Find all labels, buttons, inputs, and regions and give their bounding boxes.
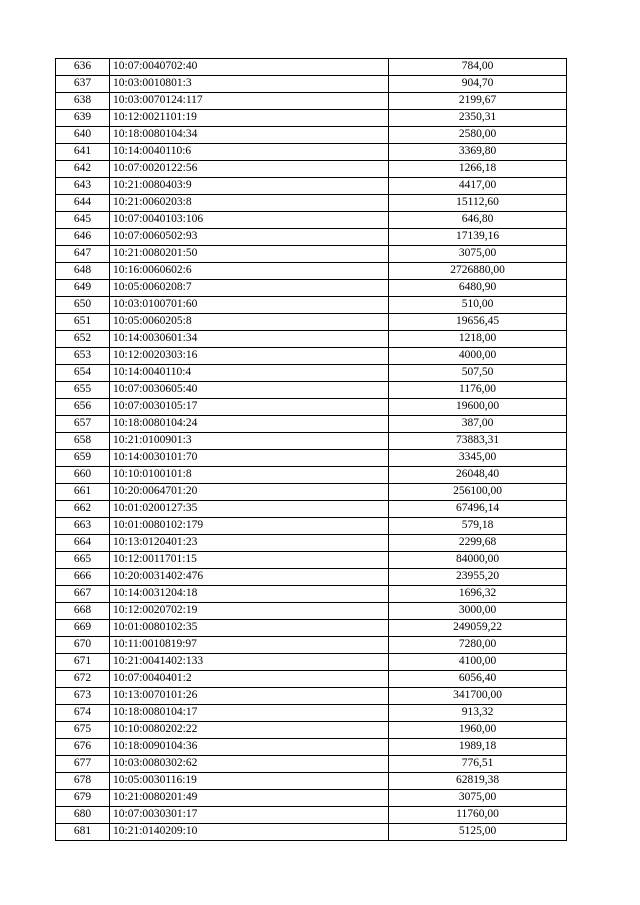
table-row <box>56 773 567 790</box>
value-cell: 904,70 <box>389 76 567 93</box>
row-number-cell: 678 <box>56 773 110 790</box>
table-row <box>56 399 567 416</box>
value-cell: 2199,67 <box>389 93 567 110</box>
cadastral-number-cell: 10:21:0080201:49 <box>110 790 389 807</box>
table-row <box>56 93 567 110</box>
cadastral-number-cell: 10:10:0100101:8 <box>110 467 389 484</box>
row-number-cell: 652 <box>56 331 110 348</box>
value-cell: 1989,18 <box>389 739 567 756</box>
value-cell: 646,80 <box>389 212 567 229</box>
value-cell: 913,32 <box>389 705 567 722</box>
table-row <box>56 620 567 637</box>
row-number-cell: 650 <box>56 297 110 314</box>
row-number-cell: 644 <box>56 195 110 212</box>
table-row <box>56 450 567 467</box>
value-cell: 2299,68 <box>389 535 567 552</box>
table-row <box>56 603 567 620</box>
row-number-cell: 672 <box>56 671 110 688</box>
row-number-cell: 653 <box>56 348 110 365</box>
value-cell: 2580,00 <box>389 127 567 144</box>
row-number-cell: 680 <box>56 807 110 824</box>
row-number-cell: 681 <box>56 824 110 841</box>
cadastral-number-cell: 10:03:0070124:117 <box>110 93 389 110</box>
value-cell: 1960,00 <box>389 722 567 739</box>
row-number-cell: 666 <box>56 569 110 586</box>
row-number-cell: 658 <box>56 433 110 450</box>
cadastral-number-cell: 10:11:0010819:97 <box>110 637 389 654</box>
value-cell: 784,00 <box>389 59 567 76</box>
value-cell: 4417,00 <box>389 178 567 195</box>
row-number-cell: 664 <box>56 535 110 552</box>
cadastral-number-cell: 10:13:0120401:23 <box>110 535 389 552</box>
value-cell: 249059,22 <box>389 620 567 637</box>
cadastral-number-cell: 10:20:0031402:476 <box>110 569 389 586</box>
cadastral-number-cell: 10:07:0030301:17 <box>110 807 389 824</box>
table-row <box>56 637 567 654</box>
value-cell: 1176,00 <box>389 382 567 399</box>
table-row <box>56 484 567 501</box>
row-number-cell: 662 <box>56 501 110 518</box>
row-number-cell: 641 <box>56 144 110 161</box>
row-number-cell: 649 <box>56 280 110 297</box>
table-row <box>56 110 567 127</box>
row-number-cell: 643 <box>56 178 110 195</box>
table-row <box>56 739 567 756</box>
row-number-cell: 676 <box>56 739 110 756</box>
row-number-cell: 648 <box>56 263 110 280</box>
table-row <box>56 195 567 212</box>
value-cell: 387,00 <box>389 416 567 433</box>
value-cell: 19656,45 <box>389 314 567 331</box>
value-cell: 5125,00 <box>389 824 567 841</box>
cadastral-number-cell: 10:18:0080104:17 <box>110 705 389 722</box>
table-row <box>56 722 567 739</box>
cadastral-number-cell: 10:07:0040702:40 <box>110 59 389 76</box>
value-cell: 3000,00 <box>389 603 567 620</box>
table-row <box>56 501 567 518</box>
table-row <box>56 654 567 671</box>
table-row <box>56 59 567 76</box>
value-cell: 2726880,00 <box>389 263 567 280</box>
row-number-cell: 646 <box>56 229 110 246</box>
row-number-cell: 639 <box>56 110 110 127</box>
cadastral-number-cell: 10:21:0060203:8 <box>110 195 389 212</box>
value-cell: 6480,90 <box>389 280 567 297</box>
row-number-cell: 642 <box>56 161 110 178</box>
value-cell: 67496,14 <box>389 501 567 518</box>
cadastral-number-cell: 10:20:0064701:20 <box>110 484 389 501</box>
table-row <box>56 807 567 824</box>
cadastral-number-cell: 10:03:0010801:3 <box>110 76 389 93</box>
table-row <box>56 467 567 484</box>
value-cell: 3345,00 <box>389 450 567 467</box>
cadastral-number-cell: 10:14:0030601:34 <box>110 331 389 348</box>
cadastral-number-cell: 10:01:0080102:179 <box>110 518 389 535</box>
value-cell: 17139,16 <box>389 229 567 246</box>
table-row <box>56 756 567 773</box>
value-cell: 2350,31 <box>389 110 567 127</box>
cadastral-number-cell: 10:07:0020122:56 <box>110 161 389 178</box>
row-number-cell: 668 <box>56 603 110 620</box>
cadastral-number-cell: 10:12:0021101:19 <box>110 110 389 127</box>
row-number-cell: 656 <box>56 399 110 416</box>
table-row <box>56 246 567 263</box>
cadastral-number-cell: 10:18:0080104:24 <box>110 416 389 433</box>
cadastral-number-cell: 10:07:0040401:2 <box>110 671 389 688</box>
row-number-cell: 665 <box>56 552 110 569</box>
value-cell: 84000,00 <box>389 552 567 569</box>
table-row <box>56 212 567 229</box>
cadastral-number-cell: 10:21:0080201:50 <box>110 246 389 263</box>
cadastral-number-cell: 10:13:0070101:26 <box>110 688 389 705</box>
value-cell: 776,51 <box>389 756 567 773</box>
table-row <box>56 127 567 144</box>
cadastral-number-cell: 10:05:0060205:8 <box>110 314 389 331</box>
table-row <box>56 688 567 705</box>
cadastral-number-cell: 10:14:0040110:6 <box>110 144 389 161</box>
cadastral-number-cell: 10:18:0080104:34 <box>110 127 389 144</box>
table-row <box>56 552 567 569</box>
value-cell: 62819,38 <box>389 773 567 790</box>
cadastral-number-cell: 10:16:0060602:6 <box>110 263 389 280</box>
row-number-cell: 661 <box>56 484 110 501</box>
row-number-cell: 679 <box>56 790 110 807</box>
cadastral-number-cell: 10:03:0100701:60 <box>110 297 389 314</box>
table-row <box>56 297 567 314</box>
table-row <box>56 671 567 688</box>
value-cell: 26048,40 <box>389 467 567 484</box>
table-row <box>56 416 567 433</box>
row-number-cell: 669 <box>56 620 110 637</box>
value-cell: 256100,00 <box>389 484 567 501</box>
table-row <box>56 280 567 297</box>
value-cell: 3075,00 <box>389 790 567 807</box>
cadastral-number-cell: 10:18:0090104:36 <box>110 739 389 756</box>
cadastral-number-cell: 10:14:0030101:70 <box>110 450 389 467</box>
table-row <box>56 263 567 280</box>
value-cell: 15112,60 <box>389 195 567 212</box>
value-cell: 579,18 <box>389 518 567 535</box>
value-cell: 73883,31 <box>389 433 567 450</box>
value-cell: 4100,00 <box>389 654 567 671</box>
row-number-cell: 651 <box>56 314 110 331</box>
table-row <box>56 229 567 246</box>
table-row <box>56 535 567 552</box>
value-cell: 4000,00 <box>389 348 567 365</box>
table-row <box>56 382 567 399</box>
table-row <box>56 178 567 195</box>
table-row <box>56 569 567 586</box>
row-number-cell: 659 <box>56 450 110 467</box>
cadastral-number-cell: 10:12:0020303:16 <box>110 348 389 365</box>
table-row <box>56 314 567 331</box>
table-row <box>56 331 567 348</box>
value-cell: 3075,00 <box>389 246 567 263</box>
value-cell: 23955,20 <box>389 569 567 586</box>
value-cell: 1696,32 <box>389 586 567 603</box>
cadastral-number-cell: 10:05:0060208:7 <box>110 280 389 297</box>
row-number-cell: 637 <box>56 76 110 93</box>
cadastral-number-cell: 10:10:0080202:22 <box>110 722 389 739</box>
table-row <box>56 348 567 365</box>
row-number-cell: 636 <box>56 59 110 76</box>
cadastral-number-cell: 10:01:0200127:35 <box>110 501 389 518</box>
cadastral-value-table <box>55 58 567 841</box>
row-number-cell: 663 <box>56 518 110 535</box>
row-number-cell: 645 <box>56 212 110 229</box>
cadastral-number-cell: 10:03:0080302:62 <box>110 756 389 773</box>
value-cell: 507,50 <box>389 365 567 382</box>
table-row <box>56 790 567 807</box>
cadastral-number-cell: 10:12:0020702:19 <box>110 603 389 620</box>
value-cell: 1266,18 <box>389 161 567 178</box>
row-number-cell: 647 <box>56 246 110 263</box>
row-number-cell: 674 <box>56 705 110 722</box>
table-row <box>56 705 567 722</box>
row-number-cell: 671 <box>56 654 110 671</box>
row-number-cell: 638 <box>56 93 110 110</box>
row-number-cell: 667 <box>56 586 110 603</box>
cadastral-number-cell: 10:07:0030105:17 <box>110 399 389 416</box>
row-number-cell: 657 <box>56 416 110 433</box>
value-cell: 11760,00 <box>389 807 567 824</box>
table-row <box>56 586 567 603</box>
value-cell: 510,00 <box>389 297 567 314</box>
row-number-cell: 673 <box>56 688 110 705</box>
cadastral-number-cell: 10:21:0140209:10 <box>110 824 389 841</box>
row-number-cell: 654 <box>56 365 110 382</box>
row-number-cell: 640 <box>56 127 110 144</box>
cadastral-number-cell: 10:07:0040103:106 <box>110 212 389 229</box>
value-cell: 7280,00 <box>389 637 567 654</box>
value-cell: 3369,80 <box>389 144 567 161</box>
table-row <box>56 144 567 161</box>
table-row <box>56 365 567 382</box>
cadastral-number-cell: 10:01:0080102:35 <box>110 620 389 637</box>
cadastral-number-cell: 10:05:0030116:19 <box>110 773 389 790</box>
table-row <box>56 161 567 178</box>
row-number-cell: 660 <box>56 467 110 484</box>
cadastral-number-cell: 10:14:0031204:18 <box>110 586 389 603</box>
cadastral-number-cell: 10:14:0040110:4 <box>110 365 389 382</box>
value-cell: 19600,00 <box>389 399 567 416</box>
cadastral-number-cell: 10:12:0011701:15 <box>110 552 389 569</box>
value-cell: 1218,00 <box>389 331 567 348</box>
value-cell: 6056,40 <box>389 671 567 688</box>
cadastral-number-cell: 10:21:0100901:3 <box>110 433 389 450</box>
row-number-cell: 675 <box>56 722 110 739</box>
cadastral-number-cell: 10:21:0080403:9 <box>110 178 389 195</box>
table-row <box>56 76 567 93</box>
table-row <box>56 518 567 535</box>
row-number-cell: 655 <box>56 382 110 399</box>
cadastral-number-cell: 10:21:0041402:133 <box>110 654 389 671</box>
table-row <box>56 824 567 841</box>
row-number-cell: 670 <box>56 637 110 654</box>
table-row <box>56 433 567 450</box>
value-cell: 341700,00 <box>389 688 567 705</box>
cadastral-number-cell: 10:07:0030605:40 <box>110 382 389 399</box>
row-number-cell: 677 <box>56 756 110 773</box>
table-body <box>56 59 567 841</box>
cadastral-number-cell: 10:07:0060502:93 <box>110 229 389 246</box>
